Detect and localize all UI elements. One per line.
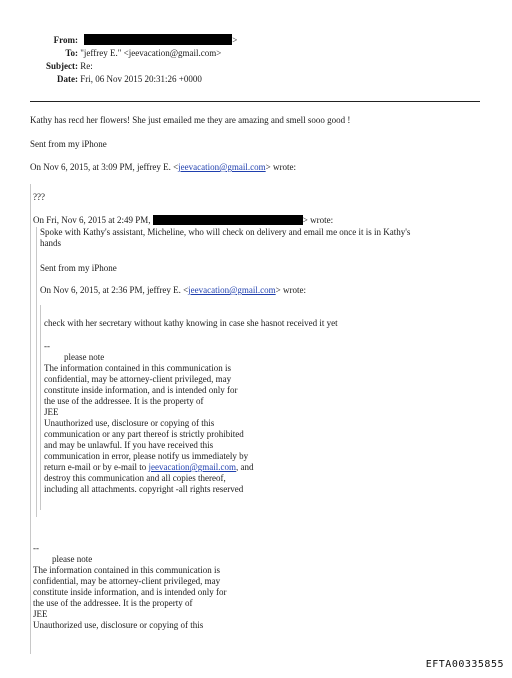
disclaimer-line: the use of the addressee. It is the property of (44, 396, 204, 406)
message-line: Kathy has recd her flowers! She just emailed me they are amazing and smell sooo good ! (30, 115, 351, 125)
redaction-box (153, 215, 303, 225)
disclaimer-dash: -- (33, 543, 39, 553)
subject-value: Re: (80, 61, 93, 71)
disclaimer-line: Unauthorized use, disclosure or copying of this (33, 620, 204, 630)
header-divider (30, 101, 480, 102)
signature-line: Sent from my iPhone (30, 139, 107, 149)
signature-line: Sent from my iPhone (40, 263, 117, 273)
disclaimer-line: Unauthorized use, disclosure or copying of this (44, 418, 215, 428)
quoted-text: Spoke with Kathy's assistant, Micheline, who will check on delivery and email me once it is in Kathy's (40, 227, 411, 237)
email-link[interactable]: jeevacation@gmail.com (148, 462, 236, 472)
quoted-text: check with her secretary without kathy knowing in case she hasnot received it yet (44, 318, 338, 328)
email-link[interactable]: jeevacation@gmail.com (188, 285, 276, 295)
date-label: Date: (57, 74, 78, 84)
disclaimer-line: please note (52, 554, 93, 564)
disclaimer-line: the use of the addressee. It is the property of (33, 598, 193, 608)
disclaimer-line: JEE (33, 609, 48, 619)
disclaimer-line: The information contained in this communication is (44, 363, 231, 373)
subject-row (30, 60, 93, 72)
from-row (30, 34, 237, 46)
attribution-line: On Nov 6, 2015, at 2:36 PM, jeffrey E. <jeevacation@gmail.com> wrote: (40, 285, 306, 295)
disclaimer-line: constitute inside information, and is intended only for (44, 385, 238, 395)
quoted-text: ??? (33, 192, 45, 202)
attribution-line: On Nov 6, 2015, at 3:09 PM, jeffrey E. <jeevacation@gmail.com> wrote: (30, 162, 296, 172)
to-value: "jeffrey E." <jeevacation@gmail.com> (80, 48, 222, 58)
quote-bar (36, 227, 37, 517)
to-row (30, 47, 221, 59)
disclaimer-line: constitute inside information, and is intended only for (33, 587, 227, 597)
quoted-text: hands (40, 238, 61, 248)
disclaimer-line: including all attachments. copyright -all rights reserved (44, 484, 244, 494)
attribution-line: On Fri, Nov 6, 2015 at 2:49 PM, > wrote: (33, 215, 334, 225)
quote-bar (30, 184, 31, 654)
date-row (30, 73, 202, 85)
disclaimer-line: and may be unlawful. If you have received this (44, 440, 214, 450)
disclaimer-line: confidential, may be attorney-client privileged, may (44, 374, 232, 384)
email-link[interactable]: jeevacation@gmail.com (178, 162, 266, 172)
redaction-box (84, 34, 232, 45)
disclaimer-line: The information contained in this communication is (33, 565, 220, 575)
disclaimer-line: please note (64, 352, 105, 362)
disclaimer-line: confidential, may be attorney-client privileged, may (33, 576, 221, 586)
disclaimer-line: return e-mail or by e-mail to jeevacation@gmail.com, and (44, 462, 254, 472)
from-suffix: > (232, 35, 238, 45)
date-value: Fri, 06 Nov 2015 20:31:26 +0000 (80, 74, 202, 84)
from-label: From: (53, 35, 78, 45)
disclaimer-line: communication or any part thereof is strictly prohibited (44, 429, 244, 439)
disclaimer-line: destroy this communication and all copies thereof, (44, 473, 226, 483)
disclaimer-line: JEE (44, 407, 59, 417)
bates-number: EFTA00335855 (425, 659, 504, 670)
subject-label: Subject: (46, 61, 78, 71)
to-label: To: (65, 48, 78, 58)
disclaimer-dash: -- (44, 341, 50, 351)
quote-bar (40, 305, 41, 510)
disclaimer-line: communication in error, please notify us immediately by (44, 451, 249, 461)
